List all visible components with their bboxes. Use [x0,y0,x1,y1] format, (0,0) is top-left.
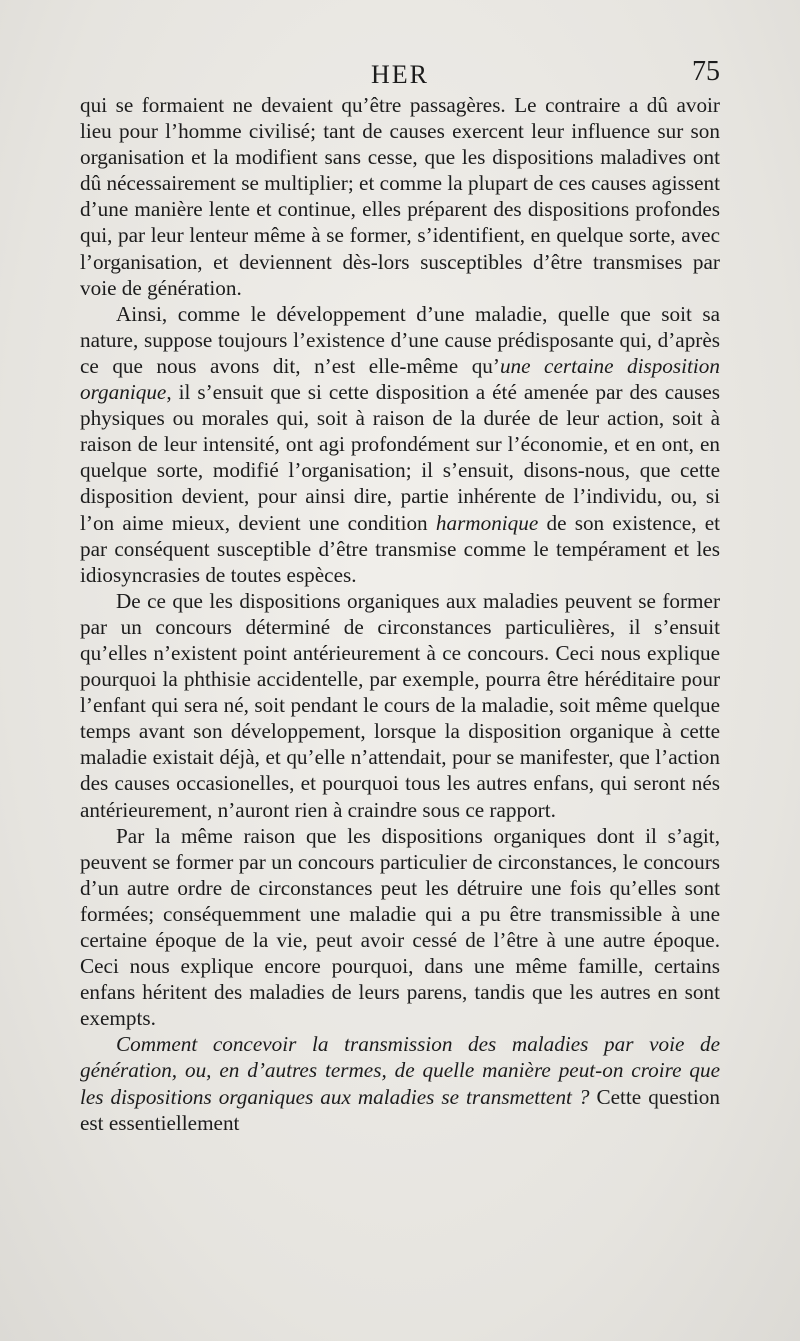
text-run: Par la même raison que les dispositions organiques dont il s’agit, peuvent se former par un concours particulier de circonstances, le concours d’un autre ordre de circonstances peut les détruire une fois qu’elles sont formées; conséquemment une maladie qui a pu être transmissible à une certaine époque de la vie, peut avoir cessé de l’être à une autre époque. Ceci nous explique encore pourquoi, dans une même famille, certains enfans héritent des maladies de leurs parens, tandis que les autres en sont exempts. [80,823,720,1031]
paragraph [80,1031,720,1135]
paragraph [80,588,720,823]
text-run: De ce que les dispositions organiques aux maladies peuvent se former par un concours déterminé de circonstances particulières, il s’ensuit qu’elles n’existent point antérieurement à ce concours. Ceci nous explique pourquoi la phthisie accidentelle, par exemple, pourra être héréditaire pour l’enfant qui sera né, soit pendant le cours de la maladie, soit même quelque temps avant son développement, lorsque la disposition organique à cette maladie existait déjà, et qu’elle n’attendait, pour se manifester, que l’action des causes occasionelles, et pourquoi tous les autres enfans, qui seront nés antérieurement, n’auront rien à craindre sous ce rapport. [80,588,720,822]
italic-text: une certaine disposition organique [80,353,720,405]
page-header [80,56,720,96]
text-run: de son existence, et par conséquent susceptible d’être transmise comme le tempérament et les idiosyncrasies de toutes espèces. [80,510,721,587]
body-text [80,92,720,1136]
paragraph [80,301,720,588]
page-number: 75 [692,56,720,87]
italic-text: Comment concevoir la transmission des maladies par voie de génération, ou, en d’autres termes, de quelle manière peut-on croire que les dispositions organiques aux maladies se transmettent ? [80,1032,720,1109]
text-run: Cette question est essentiellement [80,1084,720,1135]
paragraph [80,823,720,1032]
text-run: Ainsi, comme le développement d’une maladie, quelle que soit sa nature, suppose toujours l’existence d’une cause prédisposante qui, d’après ce que nous avons dit, n’est elle-même qu’ [80,301,720,378]
running-head: HER [371,60,429,89]
text-run: , il s’ensuit que si cette disposition a été amenée par des causes physiques ou morales qui, soit à raison de la durée de leur action, soit à raison de leur intensité, ont agi profondément sur l’économie, et en ont, en quelque sorte, modifié l’organisation; il s’ensuit, disons-nous, que cette disposition devient, pour ainsi dire, partie inhérente de l’individu, ou, si l’on aime mieux, devient une condition [80,380,720,535]
paragraph [80,92,720,301]
text-run: qui se formaient ne devaient qu’être passagères. Le contraire a dû avoir lieu pour l’homme civilisé; tant de causes exercent leur influence sur son organisation et la modifient sans cesse, que les dispositions maladives ont dû nécessairement se multiplier; et comme la plupart de ces causes agissent d’une manière lente et continue, elles préparent des dispositions profondes qui, par leur lenteur même à se former, s’identifient, en quelque sorte, avec l’organisation, et deviennent dès-lors susceptibles d’être transmises par voie de génération. [80,93,720,300]
italic-text: harmonique [435,510,539,535]
